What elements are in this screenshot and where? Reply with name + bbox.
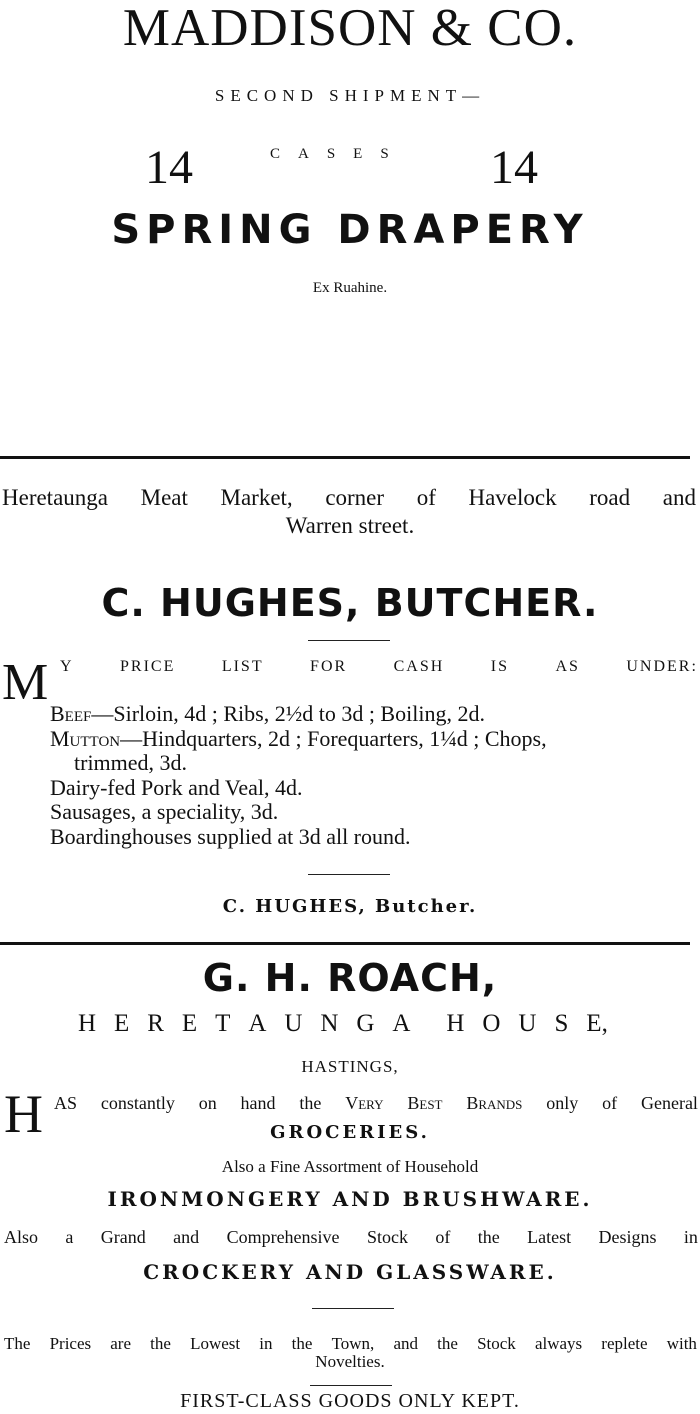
hughes-signature: C. HUGHES, Butcher. <box>222 896 478 917</box>
heretaunga-house-line: H E R E T A U N G A H O U S E, <box>78 1010 608 1037</box>
price-item-beef: Beef—Sirloin, 4d ; Ribs, 2½d to 3d ; Boiling, 2d. <box>50 701 485 726</box>
short-divider <box>308 640 390 641</box>
price-item-mutton-cont: trimmed, 3d. <box>74 750 188 775</box>
has-constantly-line: AS constantly on hand the Very Best Brands only of General <box>54 1093 698 1113</box>
address-word: corner <box>325 485 385 510</box>
spring-drapery-heading: SPRING DRAPERY <box>111 207 589 253</box>
address-word: Havelock <box>468 485 557 510</box>
ex-ruahine-line: Ex Ruahine. <box>312 280 388 296</box>
heading-word: IS <box>490 658 509 675</box>
price-item-mutton: Mutton—Hindquarters, 2d ; Forequarters, 1¼d ; Chops, <box>50 725 547 751</box>
heading-word: FOR <box>310 658 348 675</box>
price-item-pork: Dairy-fed Pork and Veal, 4d. <box>50 774 303 800</box>
address-word: Heretaunga <box>2 485 108 510</box>
price-item-sausages: Sausages, a speciality, 3d. <box>50 799 279 824</box>
cases-label: CASES <box>270 146 407 162</box>
address-word: Market, <box>220 485 293 510</box>
prices-line2: Novelties. <box>315 1352 385 1371</box>
address-word: of <box>416 485 436 510</box>
column-rule <box>0 456 690 459</box>
maddison-title: MADDISON & CO. <box>122 0 578 57</box>
address-word: Meat <box>140 485 188 510</box>
column-rule <box>0 942 690 945</box>
drop-cap-m: M <box>2 654 49 711</box>
prices-line1: The Prices are the Lowest in the Town, and the Stock always replete with <box>4 1334 697 1353</box>
short-divider <box>308 874 390 875</box>
first-class-line: FIRST-CLASS GOODS ONLY KEPT. <box>180 1390 520 1412</box>
short-divider <box>310 1385 392 1386</box>
price-list <box>50 702 698 849</box>
drop-cap-h: H <box>4 1084 43 1144</box>
hughes-address-line2: Warren street. <box>285 513 415 538</box>
hughes-title: C. HUGHES, BUTCHER. <box>101 581 599 625</box>
case-count-left: 14 <box>145 141 193 194</box>
heading-word: LIST <box>221 658 264 675</box>
address-word: and <box>662 485 696 510</box>
also-fine-line: Also a Fine Assortment of Household <box>221 1157 479 1176</box>
roach-title: G. H. ROACH, <box>202 956 498 1000</box>
heading-word: AS <box>555 658 580 675</box>
hughes-address <box>0 484 700 540</box>
heading-word: CASH <box>393 658 445 675</box>
short-divider <box>312 1308 394 1309</box>
hastings-line: HASTINGS, <box>301 1057 399 1076</box>
hughes-address-line1 <box>0 484 700 512</box>
price-list-heading <box>60 658 698 676</box>
heading-word: UNDER: <box>626 658 698 675</box>
heading-word: PRICE <box>120 658 176 675</box>
case-count-right: 14 <box>490 141 538 194</box>
heading-word: Y <box>60 658 74 675</box>
crockery-heading: CROCKERY AND GLASSWARE. <box>143 1260 557 1284</box>
groceries-heading: GROCERIES. <box>270 1122 430 1143</box>
price-item-boarding: Boardinghouses supplied at 3d all round. <box>50 823 411 849</box>
address-word: road <box>589 485 631 510</box>
second-shipment-line: SECOND SHIPMENT— <box>214 86 486 105</box>
ironmongery-heading: IRONMONGERY AND BRUSHWARE. <box>107 1187 593 1211</box>
prices-notice <box>0 1335 700 1371</box>
also-grand-line: Also a Grand and Comprehensive Stock of the Latest Designs in <box>4 1227 698 1247</box>
